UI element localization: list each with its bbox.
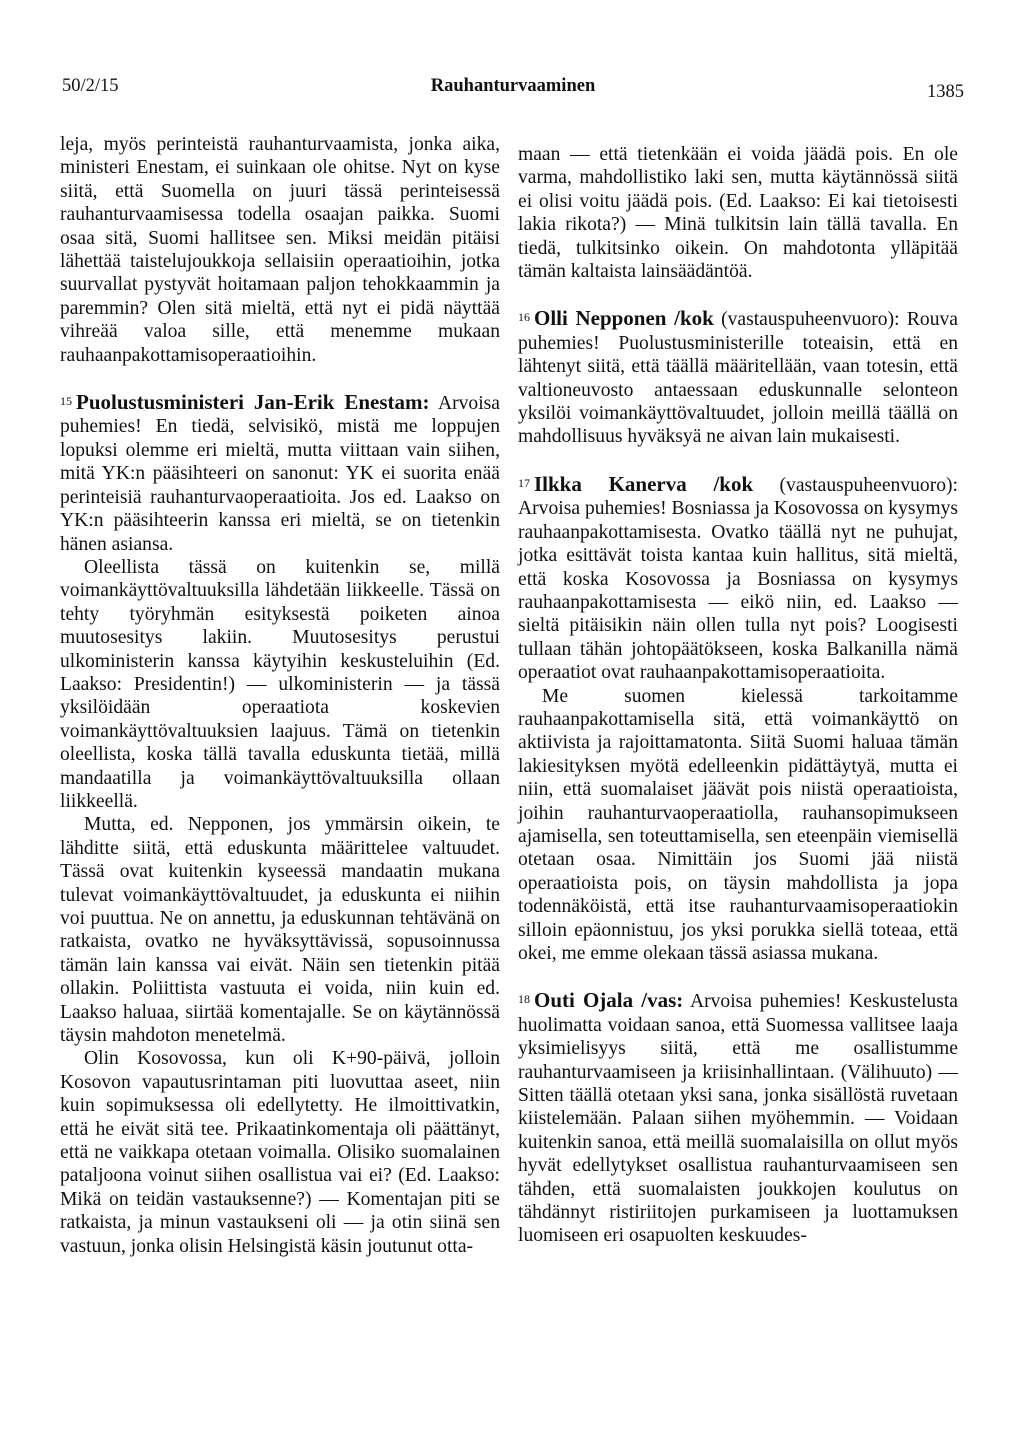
speech-number: 16 <box>518 310 530 325</box>
speech-entry <box>518 307 958 448</box>
speaker-name: Olli Nepponen /kok <box>534 306 714 331</box>
speech-text: Arvoisa puhemies! Keskustelusta huolimatta voidaan sanoa, että Suomessa vallitsee laaja yksimielisyys siitä, että me osallistumme rauhanturvaamiseen ja kriisinhallintaan. (Välihuuto) — Sitten täällä otetaan yksi sana, jonka sisällöstä ruvetaan kiistelemään. Palaan siihen myöhemmin. — Voidaan kuitenkin sanoa, että meillä suomalaisilla on ollut myös hyvät edellytykset osallistua rauhanturvaamiseen sen tähden, että suomalaisten joukkojen koulutus on tähdännyt ristiriitojen purkamiseen ja luottamuksen luomiseen eri osapuolten keskuudes- <box>518 991 958 1247</box>
paragraph: Me suomen kielessä tarkoitamme rauhaanpakottamisella sitä, että voimankäyttö on aktiivista ja rajoittamatonta. Siitä Suomi haluaa tämän lakiesityksen myötä edelleenkin pidättäytyä, mutta ei niin, että suomalaiset jäävät pois niistä operaatioista, joihin rauhanturvaoperaatiolla, rauhansopimukseen ajamisella, sen toteuttamisella, sen eteenpäin viemisellä otetaan osaa. Nimittäin jos Suomi jää niistä operaatioista pois, on täysin mahdollista ja jopa todennäköistä, että itse rauhanturvaamisoperaatiokin silloin epäonnistuu, jos yksi porukka siellä toteaa, että okei, me emme olekaan tässä asiassa mukana. <box>518 685 958 964</box>
document-reference: 50/2/15 <box>62 76 119 96</box>
running-title: Rauhanturvaaminen <box>430 76 596 96</box>
right-column <box>518 143 958 1248</box>
page-header <box>62 76 964 104</box>
speech-number: 18 <box>518 992 530 1007</box>
left-column <box>60 133 500 1258</box>
paragraph: maan — että tietenkään ei voida jäädä pois. En ole varma, mahdollistiko laki sen, mutta käytännössä siitä ei olisi voitu jäädä pois. (Ed. Laakso: Ei kai tietoisesti lakia rikota?) — Minä tulkitsin lain tällä tavalla. En tiedä, tulkitsinko oikein. On mahdotonta ylläpitää tämän kaltaista lainsäädäntöä. <box>518 144 958 283</box>
paragraph: Mutta, ed. Nepponen, jos ymmärsin oikein, te lähditte siitä, että eduskunta määrittelee valtuudet. Tässä ovat kuitenkin kyseessä mandaatin mukana tulevat voimankäyttövaltuudet, ja eduskunta ei niihin voi puuttua. Ne on annettu, ja eduskunnan tehtävänä on ratkaista, ovatko ne hyväksyttävissä, sopusoinnussa tämän lain kanssa vai eivät. Näin sen tietenkin pitää ollakin. Poliittista vastuuta ei voida, niin kuin ed. Laakso haluaa, siirtää komentajalle. Se on käytännössä täysin mahdoton menetelmä. <box>60 814 500 1047</box>
speech-text: (vastauspuheenvuoro): Rouva puhemies! Puolustusministerille toteaisin, että en lähtenyt siitä, että täällä määritellään, vaan totesin, että valtioneuvosto antaessaan eduskunnalle selonteon yksilöi voimankäyttövaltuudet, jolloin meillä täällä on mahdollisuus hyväksyä ne aivan lain mukaisesti. <box>518 309 958 448</box>
speech-entry <box>518 989 958 1247</box>
speech-text: (vastauspuheenvuoro): Arvoisa puhemies! Bosniassa ja Kosovossa on kysymys rauhaanpakottamisesta. Ovatko täällä nyt ne puhujat, jotka esittävät toista kantaa kuin hallitus, sitä mieltä, että koska Kosovossa ja Bosniassa on kysymys rauhaanpakottamisesta — eikö niin, ed. Laakso — sieltä pitäisikin näin ollen tulla nyt pois? Loogisesti tullaan tähän johtopäätökseen, koska Balkanilla nämä operaatiot ovat rauhaanpakottamisoperaatioita. <box>518 474 958 684</box>
page-number: 1385 <box>927 82 964 102</box>
speech-number: 15 <box>60 394 72 409</box>
speaker-name: Outi Ojala /vas: <box>534 988 684 1013</box>
speech-number: 17 <box>518 475 530 490</box>
speaker-name: Ilkka Kanerva /kok <box>534 471 754 496</box>
speech-entry <box>60 391 500 556</box>
speech-entry <box>518 473 958 685</box>
speech-text: Arvoisa puhemies! En tiedä, selvisikö, mistä me loppujen lopuksi olemme eri mieltä, mutta viittaan vain siihen, mitä YK:n pääsihteeri on sanonut: YK ei suorita enää perinteisiä rauhanturvaoperaatioita. Jos ed. Laakso on YK:n pääsihteerin kanssa eri mieltä, se on tietenkin hänen asiansa. <box>60 393 500 555</box>
paragraph: Oleellista tässä on kuitenkin se, millä voimankäyttövaltuuksilla lähdetään liikkeelle. Tässä on tehty työryhmän esityksestä poiketen ainoa muutosesitys lakiin. Muutosesitys perustui ulkoministerin kanssa käytyihin keskusteluihin (Ed. Laakso: Presidentin!) — ulkoministerin — ja tässä yksilöidään operaatiota koskevien voimankäyttövaltuuksien laajuus. Tämä on tietenkin oleellista, koska tällä tavalla eduskunta tietää, millä mandaatilla ja voimankäyttövaltuuksilla ollaan liikkeellä. <box>60 556 500 812</box>
paragraph: Olin Kosovossa, kun oli K+90-päivä, jolloin Kosovon vapautusrintaman piti luovuttaa aseet, niin kuin sopimuksessa oli edellytetty. He ilmoittivatkin, että he eivät sitä tee. Prikaatinkomentaja oli päättänyt, että ne vaikkapa otetaan voimalla. Olisiko suomalainen pataljoona voinut siihen osallistua vai ei? (Ed. Laakso: Mikä on teidän vastauksenne?) — Komentajan piti se ratkaista, ja minun vastaukseni oli — ja otin siinä sen vastuun, jonka olisin Helsingistä käsin joutunut otta- <box>60 1048 500 1257</box>
paragraph: leja, myös perinteistä rauhanturvaamista, jonka aika, ministeri Enestam, ei suinkaan ole ohitse. Nyt on kyse siitä, että Suomella on juuri tässä perinteisessä rauhanturvaamisessa todella osaajan paikka. Suomi osaa sitä, Suomi hallitsee sen. Miksi meidän pitäisi lähettää taistelujoukkoja sellaisiin operaatioihin, jotka suurvallat pystyvät hoitamaan paljon tehokkaammin ja paremmin? Olen sitä mieltä, että nyt ei pidä näyttää vihreää valoa sille, että menemme mukaan rauhaanpakottamisoperaatioihin. <box>60 134 500 366</box>
speaker-name: Puolustusministeri Jan-Erik Enestam: <box>76 390 430 415</box>
